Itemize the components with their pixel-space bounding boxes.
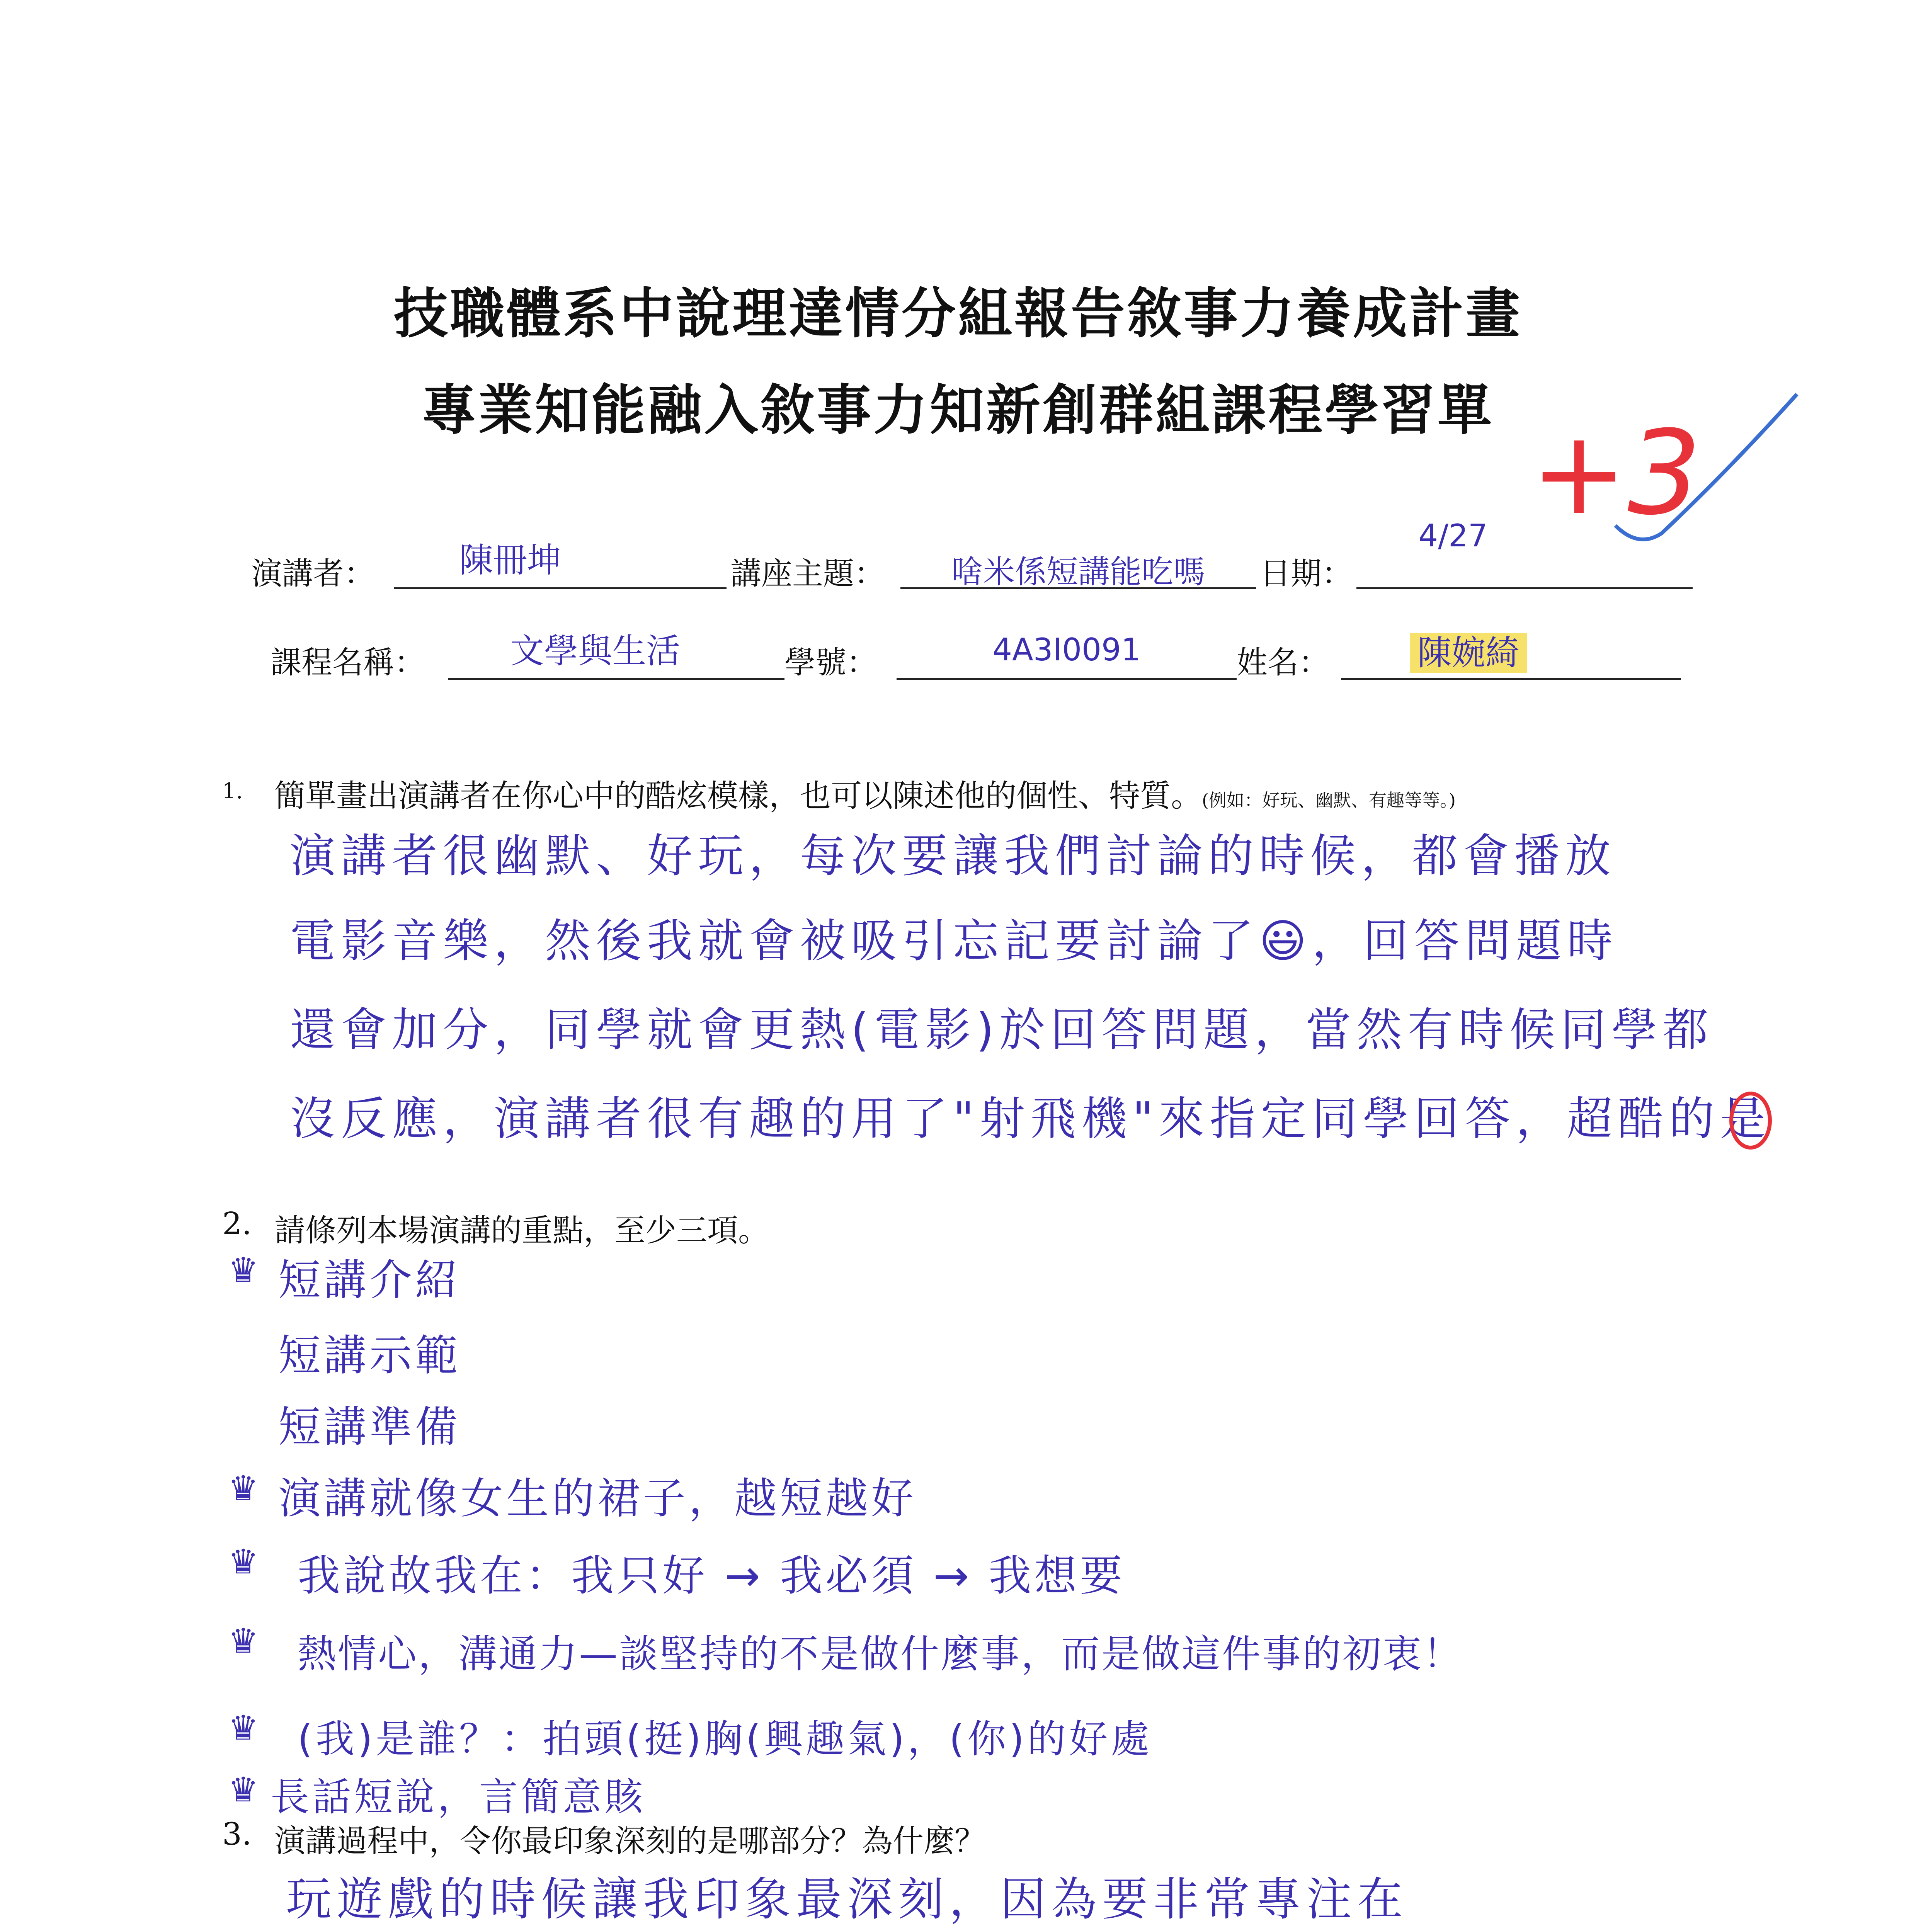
student-id-value: 4A3I0091 [992, 632, 1141, 668]
q2-item-6: 熱情心，溝通力—談堅持的不是做什麼事，而是做這件事的初衷！ [298, 1631, 1463, 1677]
topic-label: 講座主題： [730, 556, 885, 592]
title-line-1: 技職體系中說理達情分組報告敘事力養成計畫 [393, 282, 1522, 345]
q1-example: (例如：好玩、幽默、有趣等等。) [1202, 790, 1456, 811]
crown-icon: ♛ [228, 1621, 259, 1661]
q3-question: 演講過程中，令你最印象深刻的是哪部分？為什麼？ [274, 1823, 985, 1859]
course-value: 文學與生活 [510, 631, 680, 671]
q2-item-8: 長話短說，言簡意賅 [271, 1774, 646, 1820]
q3-number: 3. [222, 1816, 252, 1852]
q2-item-1: 短講介紹 [278, 1255, 461, 1305]
check-mark-icon [1604, 386, 1805, 572]
crown-icon: ♛ [228, 1708, 259, 1748]
q1-answer-line-2: 電影音樂，然後我就會被吸引忘記要討論了😃，回答問題時 [290, 914, 1618, 968]
course-label: 課程名稱： [271, 645, 425, 680]
q2-item-7: (我)是誰？：拍頭(挺)胸(興趣氣)，(你)的好處 [298, 1716, 1153, 1762]
course-line [448, 678, 784, 680]
q2-item-2: 短講示範 [278, 1331, 461, 1380]
name-highlight: 陳婉綺 [1410, 633, 1527, 673]
student-id-label: 學號： [784, 645, 877, 680]
q2-question: 請條列本場演講的重點，至少三項。 [274, 1213, 769, 1248]
student-id-line [897, 678, 1237, 680]
speaker-value: 陳冊坤 [459, 540, 561, 580]
speaker-label: 演講者： [251, 556, 375, 592]
q1-answer-line-4: 沒反應，演講者很有趣的用了"射飛機"來指定同學回答，超酷的是 [290, 1092, 1771, 1145]
date-line [1356, 587, 1693, 589]
name-line [1341, 678, 1681, 680]
crown-icon: ♛ [228, 1250, 259, 1290]
q1-answer-line-3: 還會加分，同學就會更熱(電影)於回答問題，當然有時候同學都 [290, 1003, 1714, 1056]
date-value: 4/27 [1418, 518, 1488, 554]
q1-number: 1. [222, 779, 243, 804]
q2-item-4: 演講就像女生的裙子，越短越好 [278, 1474, 917, 1523]
name-value [1360, 626, 1577, 675]
q1-answer-line-1: 演講者很幽默、好玩，每次要讓我們討論的時候，都會播放 [290, 829, 1617, 883]
crown-icon: ♛ [228, 1542, 259, 1582]
crown-icon: ♛ [228, 1770, 259, 1810]
topic-value: 啥米係短講能吃嗎 [951, 554, 1205, 590]
date-label: 日期： [1260, 556, 1353, 592]
grade-mark: +3 [1530, 406, 1702, 541]
name-label: 姓名： [1237, 645, 1329, 680]
q2-number: 2. [222, 1206, 252, 1242]
q1-question [274, 771, 1456, 815]
title-line-2: 專業知能融入敘事力知新創群組課程學習單 [422, 379, 1494, 442]
circle-mark-icon [1716, 1082, 1785, 1159]
crown-icon: ♛ [228, 1468, 259, 1508]
q1-question-text: 簡單畫出演講者在你心中的酷炫模樣，也可以陳述他的個性、特質。 [274, 778, 1202, 814]
q3-answer-line-1: 玩遊戲的時候讓我印象最深刻，因為要非常專注在 [286, 1872, 1409, 1926]
speaker-line [394, 587, 727, 589]
q2-item-5: 我說故我在：我只好 → 我必須 → 我想要 [298, 1551, 1126, 1600]
q2-item-3: 短講準備 [278, 1402, 461, 1452]
